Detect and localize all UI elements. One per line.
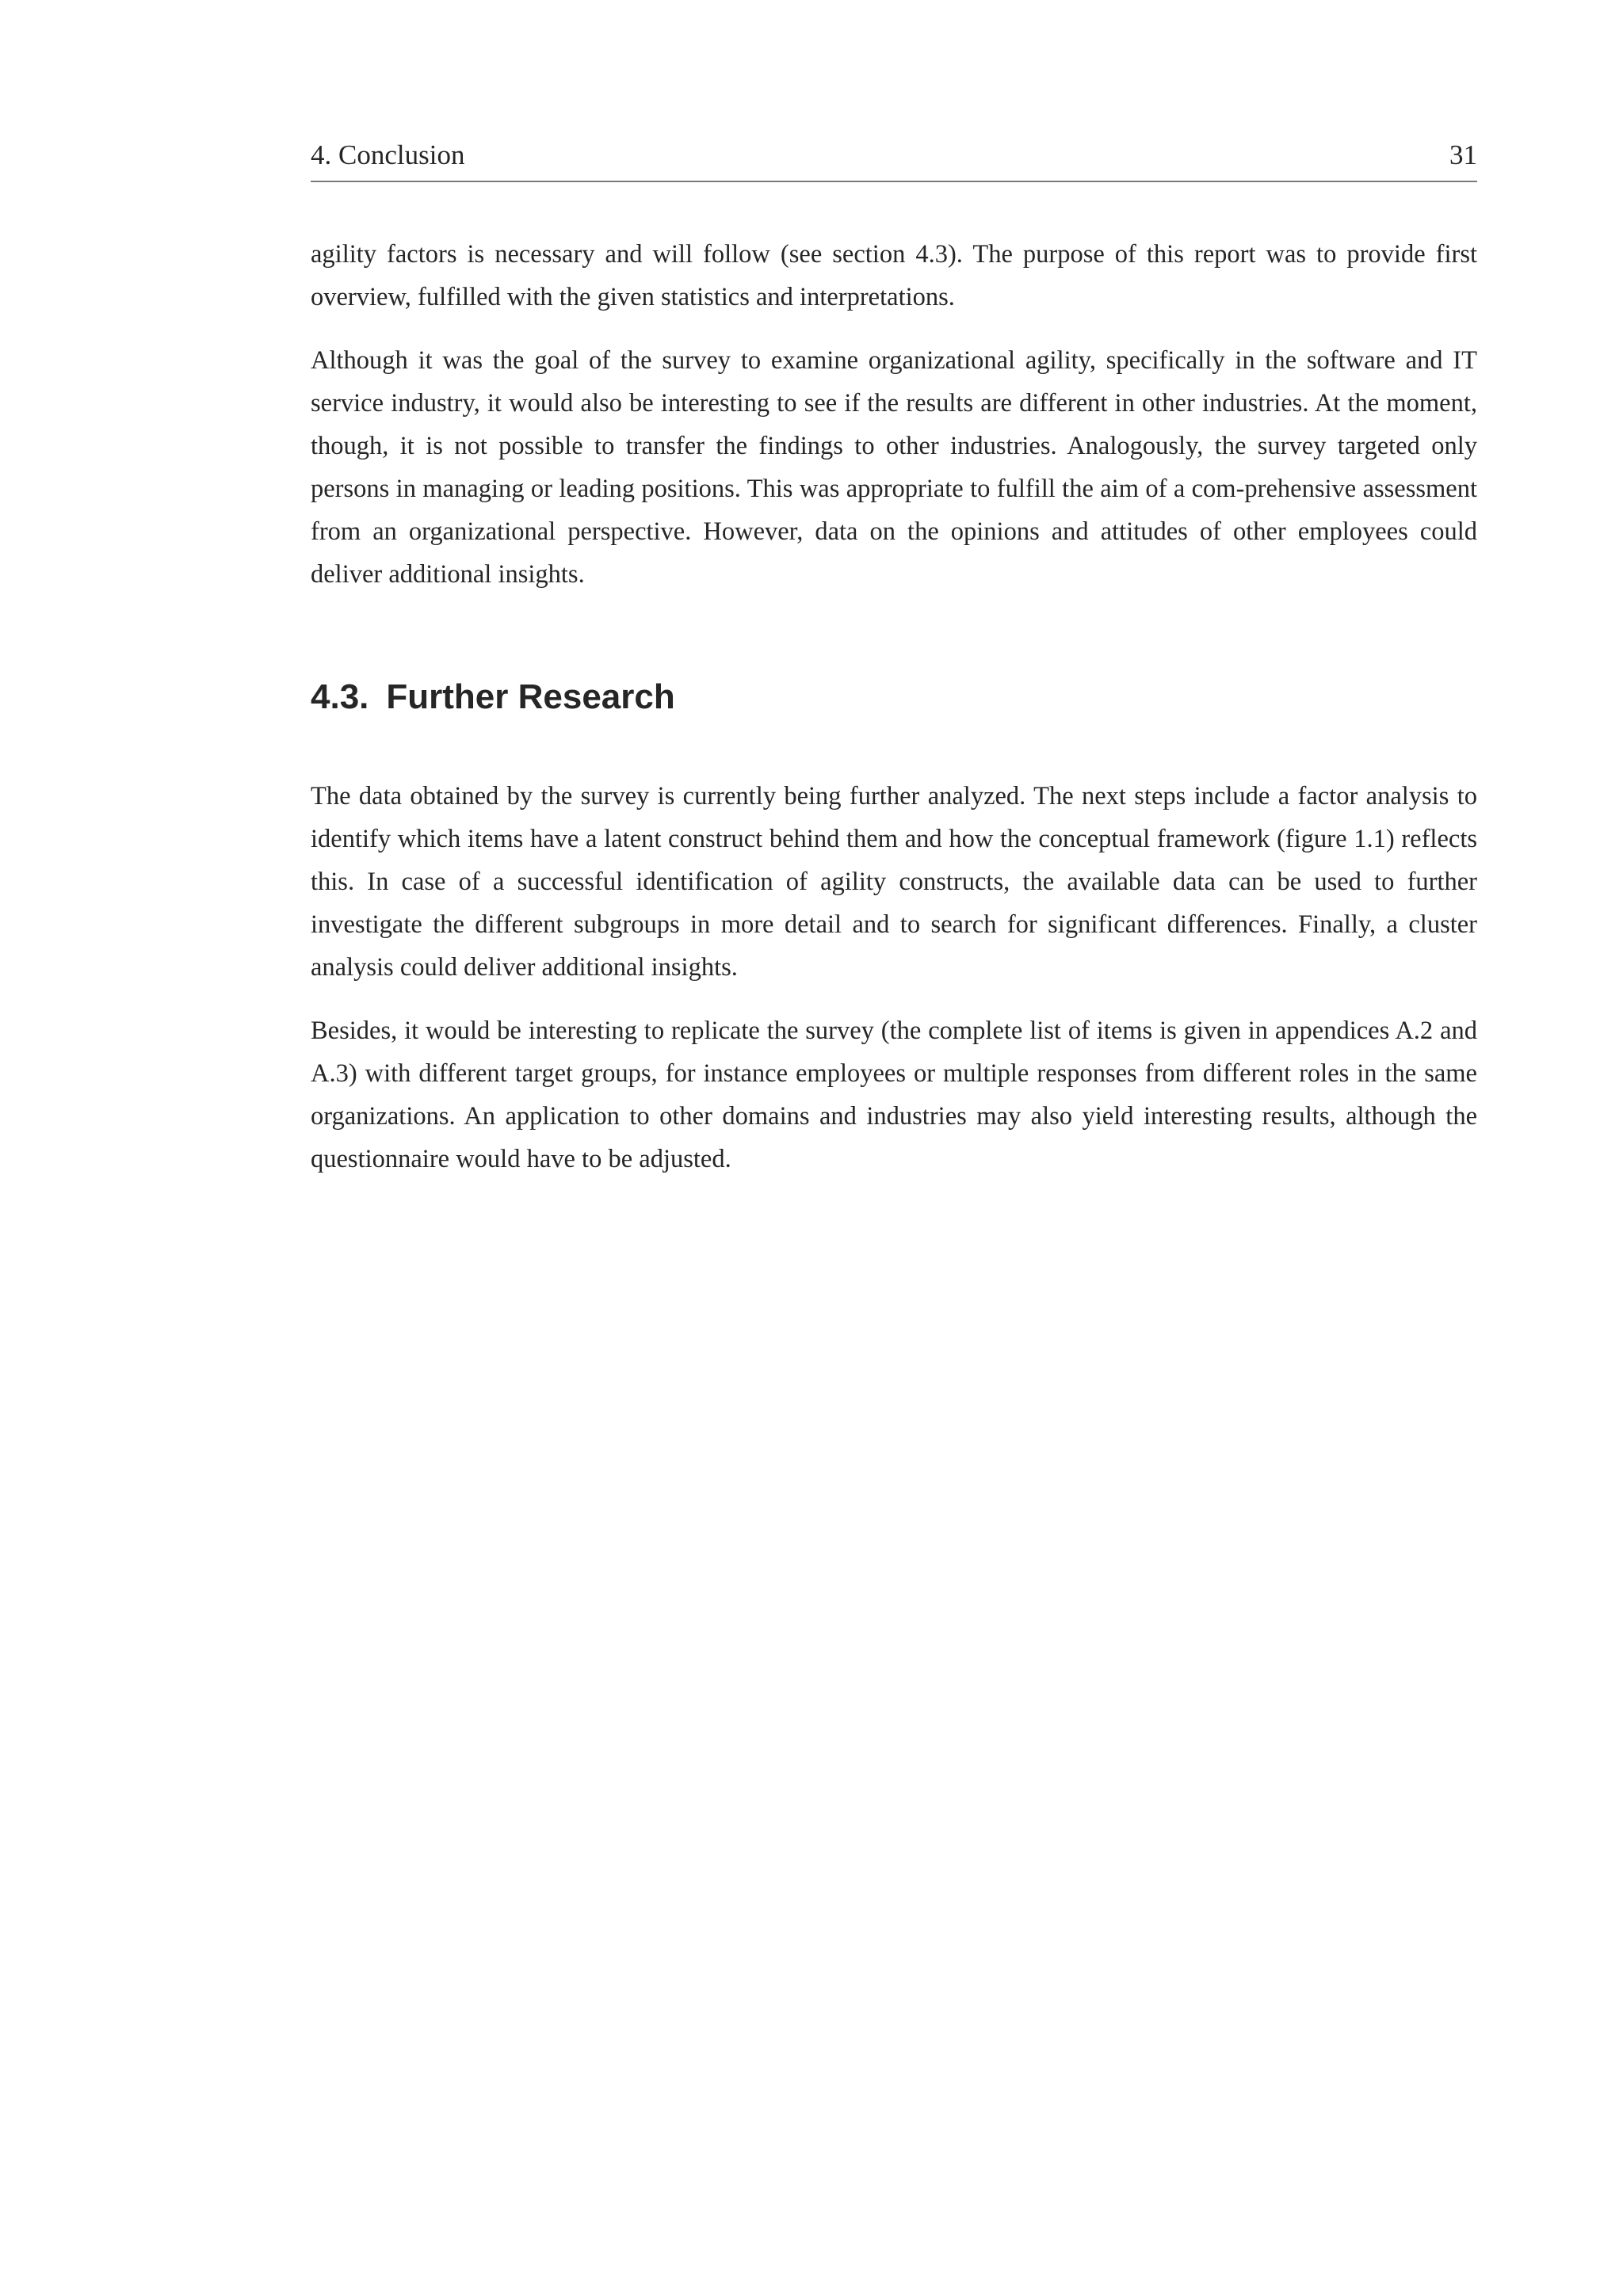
paragraph: agility factors is necessary and will follow (see section 4.3). The purpose of this report was to provide first overview, fulfilled with the given statistics and interpretations. (311, 240, 1477, 311)
chapter-title: 4. Conclusion (311, 139, 465, 170)
body-text (311, 233, 1477, 1180)
paragraph: Besides, it would be interesting to replicate the survey (the complete list of items is given in appendices A.2 and A.3) with different target groups, for instance employees or multiple responses from different roles in the same organizations. An application to other domains and industries may also yield interesting results, although the questionnaire would have to be adjusted. (311, 1016, 1477, 1173)
page-number: 31 (1449, 139, 1477, 170)
section-title: Further Research (386, 677, 675, 716)
running-header (311, 135, 1477, 182)
paragraph: The data obtained by the survey is currently being further analyzed. The next steps include a factor analysis to identify which items have a latent construct behind them and how the conceptual framework (figure 1.1) reflects this. In case of a successful identification of agility constructs, the available data can be used to further investigate the different subgroups in more detail and to search for significant differences. Finally, a cluster analysis could deliver additional insights. (311, 782, 1477, 982)
paragraph: Although it was the goal of the survey to examine organizational agility, specifically in the software and IT service industry, it would also be interesting to see if the results are different in other industries. At the moment, though, it is not possible to transfer the findings to other industries. Analogously, the survey targeted only persons in managing or leading positions. This was appropriate to fulfill the aim of a com-prehensive assessment from an organizational perspective. However, data on the opinions and attitudes of other employees could deliver additional insights. (311, 346, 1477, 589)
section-heading (311, 675, 1477, 719)
document-page (311, 135, 1477, 1201)
section-number: 4.3. (311, 677, 369, 716)
